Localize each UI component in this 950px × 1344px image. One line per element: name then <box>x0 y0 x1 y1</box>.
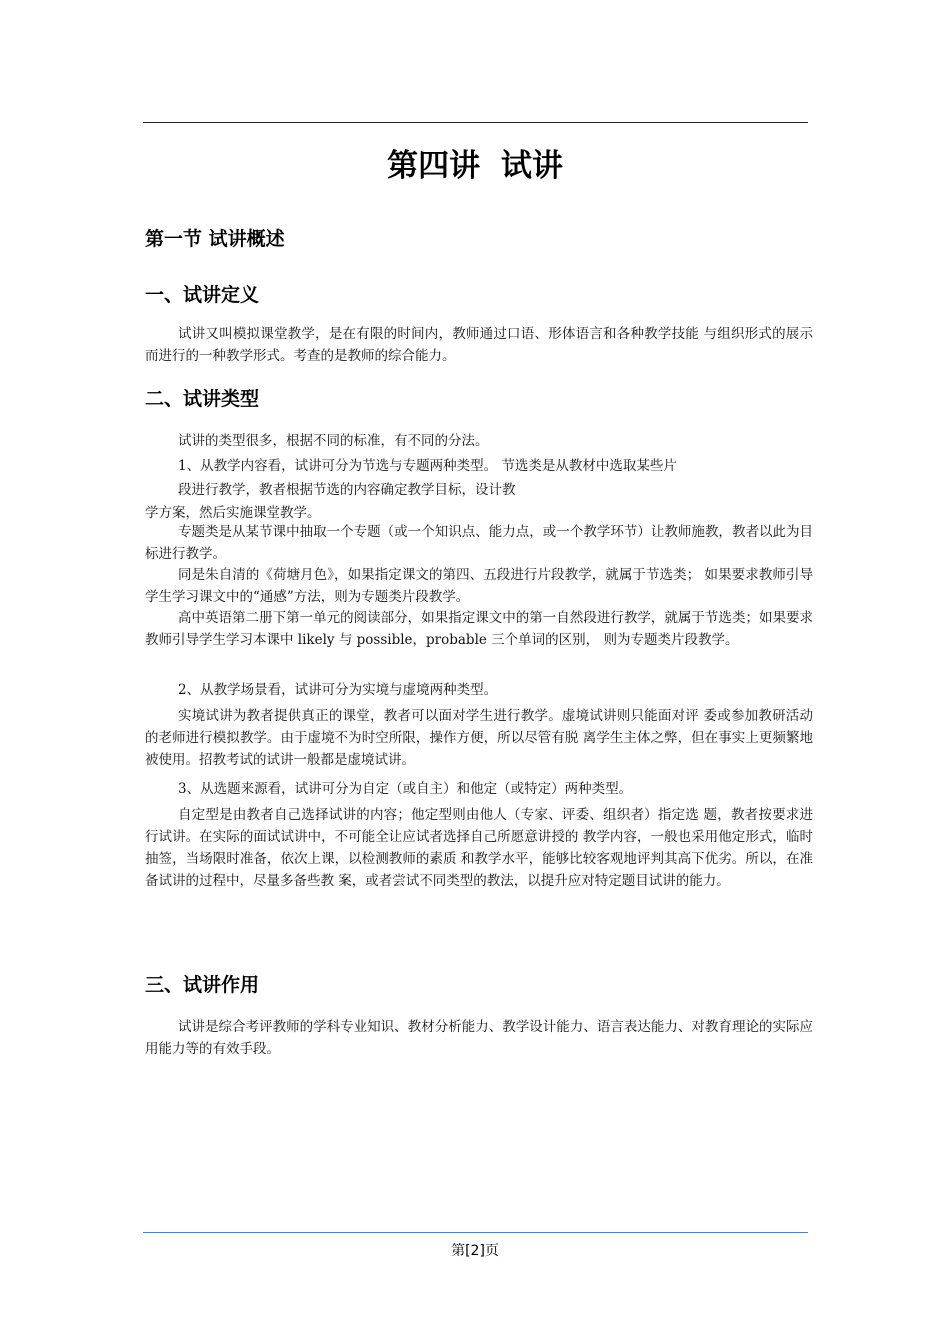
heading-definition: 一、试讲定义 <box>145 284 260 306</box>
paragraph-excerpt-end: 学方案，然后实施课堂教学。 <box>145 505 321 521</box>
paragraph-types-intro: 试讲的类型很多，根据不同的标准，有不同的分法。 <box>178 433 489 449</box>
page-number: 第[2]页 <box>451 1243 499 1259</box>
section-heading: 第一节 试讲概述 <box>145 228 285 250</box>
paragraph-example-english: 高中英语第二册下第一单元的阅读部分，如果指定课文中的第一自然段进行教学，就属于节选类；如果要求教师引导学生学习本课中 likely 与 possible，probable 三个单词的区别， 则为专题类片段教学。 <box>145 610 813 648</box>
paragraph-excerpt-cont: 段进行教学，教者根据节选的内容确定教学目标，设计教 <box>178 482 516 498</box>
document-title: 第四讲 试讲 <box>387 148 563 184</box>
paragraph-source-types: 3、从选题来源看，试讲可分为自定（或自主）和他定（或特定）两种类型。 <box>178 781 633 797</box>
heading-function: 三、试讲作用 <box>145 974 260 996</box>
paragraph-topic-type: 专题类是从某节课中抽取一个专题（或一个知识点、能力点，或一个教学环节）让教师施教，教者以此为目标进行教学。 <box>145 524 813 562</box>
paragraph-content-types: 1、从教学内容看，试讲可分为节选与专题两种类型。 节选类是从教材中选取某些片 <box>178 458 677 474</box>
paragraph-scene-types: 2、从教学场景看，试讲可分为实境与虚境两种类型。 <box>178 682 498 698</box>
paragraph-self-assigned: 自定型是由教者自己选择试讲的内容；他定型则由他人（专家、评委、组织者）指定选 题，教者按要求进行试讲。在实际的面试试讲中，不可能全让应试者选择自己所愿意讲授的 教学内容，一般也采用他定形式，临时抽签，当场限时准备，依次上课，以检测教师的素质 和教学水平，能够比较客观地评判其高下优劣。所以，在准备试讲的过程中，尽量多备些教 案，或者尝试不同类型的教法，以提升应对特定题目试讲的能力。 <box>145 807 813 889</box>
paragraph-real-virtual: 实境试讲为教者提供真正的课堂，教者可以面对学生进行教学。虚境试讲则只能面对评 委或参加教研活动的老师进行模拟教学。由于虚境不为时空所限，操作方便，所以尽管有脱 离学生主体之弊，但在事实上更频繁地被使用。招教考试的试讲一般都是虚境试讲。 <box>145 708 813 768</box>
paragraph-definition: 试讲又叫模拟课堂教学，是在有限的时间内，教师通过口语、形体语言和各种教学技能 与组织形式的展示而进行的一种教学形式。考查的是教师的综合能力。 <box>145 326 813 364</box>
paragraph-function: 试讲是综合考评教师的学科专业知识、教材分析能力、教学设计能力、语言表达能力、对教育理论的实际应用能力等的有效手段。 <box>145 1019 813 1057</box>
heading-types: 二、试讲类型 <box>145 388 260 410</box>
footer-rule <box>143 1232 808 1233</box>
header-rule <box>143 122 808 123</box>
paragraph-example-chinese: 同是朱自清的《荷塘月色》，如果指定课文的第四、五段进行片段教学，就属于节选类； 如果要求教师引导学生学习课文中的“通感”方法，则为专题类片段教学。 <box>145 567 813 605</box>
